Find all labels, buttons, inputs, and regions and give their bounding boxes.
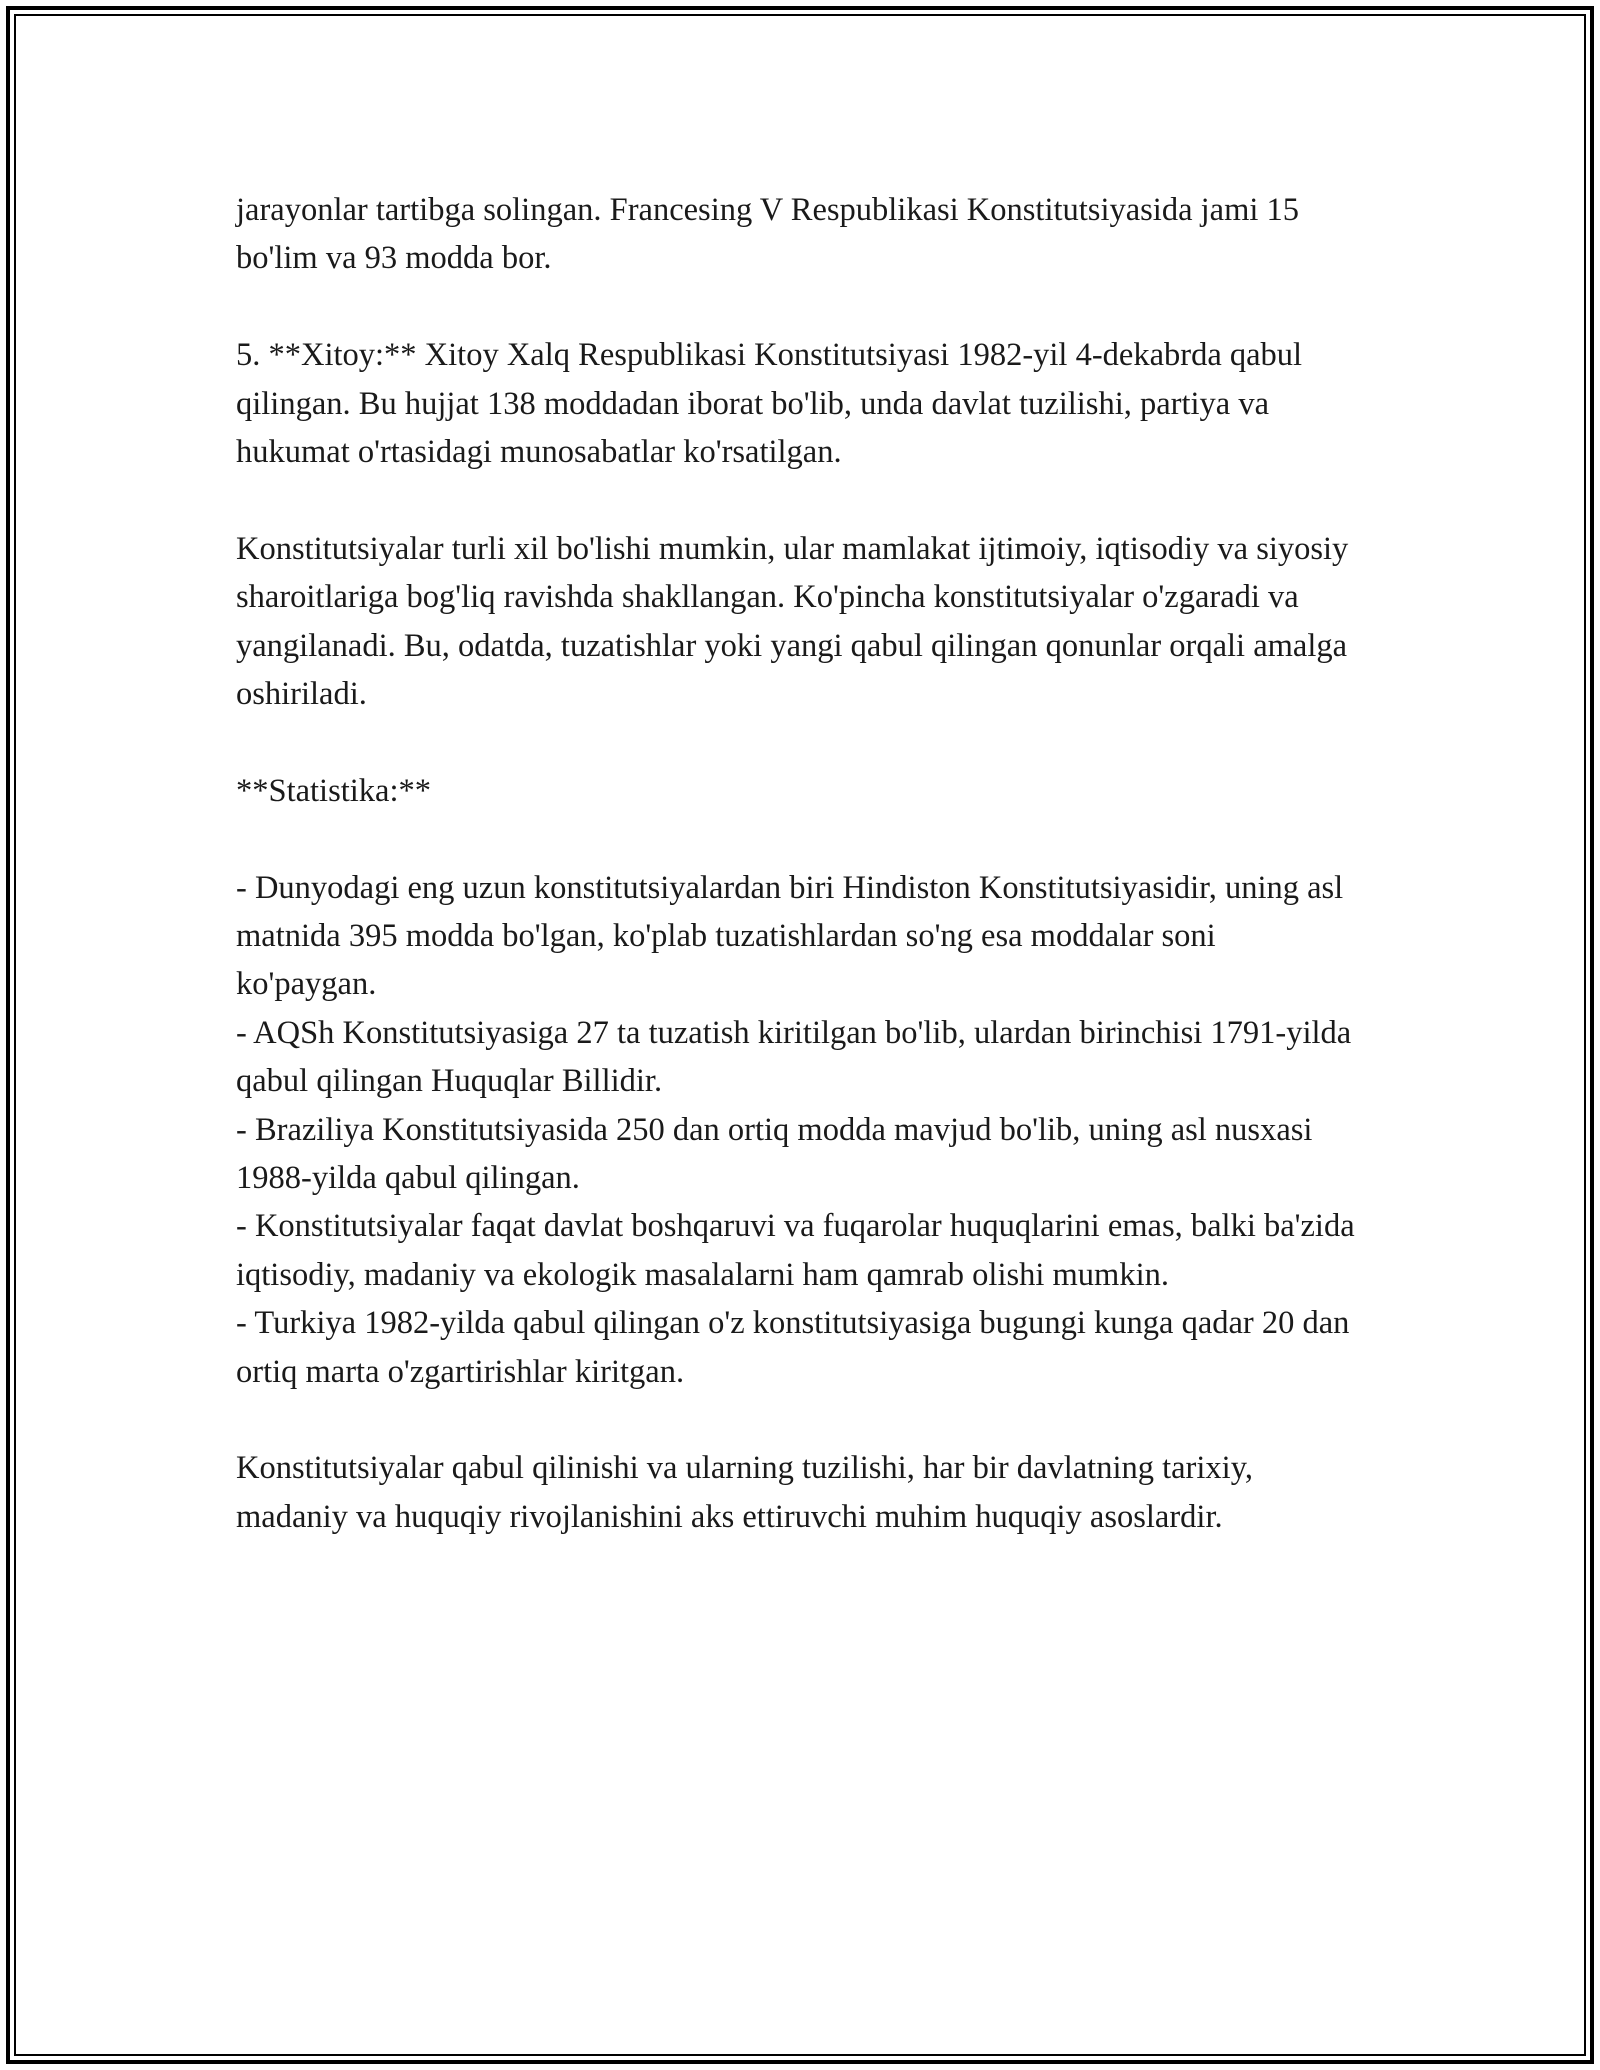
paragraph-closing: Konstitutsiyalar qabul qilinishi va ularning tuzilishi, har bir davlatning tarixiy, madaniy va huquqiy rivojlanishini aks ettiruvchi muhim huquqiy asoslardir. [236, 1450, 1253, 1535]
stat-item-usa: - AQSh Konstitutsiyasiga 27 ta tuzatish kiritilgan bo'lib, ulardan birinchisi 1791-yilda qabul qilingan Huquqlar Billidir. [236, 1014, 1352, 1100]
paragraph-france-continued: jarayonlar tartibga solingan. Francesing V Respublikasi Konstitutsiyasida jami 15 bo'lim va 93 modda bor. [236, 192, 1300, 277]
paragraph-constitutions-vary: Konstitutsiyalar turli xil bo'lishi mumkin, ular mamlakat ijtimoiy, iqtisodiy va siyosiy sharoitlariga bog'liq ravishda shakllangan. Ko'pincha konstitutsiyalar o'zgaradi va yangilanadi. Bu, odatda, tuzatishlar yoki yangi qabul qilingan qonunlar orqali amalga oshiriladi. [236, 530, 1349, 713]
paragraph-china: 5. **Xitoy:** Xitoy Xalq Respublikasi Konstitutsiyasi 1982-yil 4-dekabrda qabul qilingan. Bu hujjat 138 moddadan iborat bo'lib, unda davlat tuzilishi, partiya va hukumat o'rtasidagi munosabatlar ko'rsatilgan. [236, 337, 1303, 471]
stat-item-scope: - Konstitutsiyalar faqat davlat boshqaruvi va fuqarolar huquqlarini emas, balki ba'zida iqtisodiy, madaniy va ekologik masalalarni ham qamrab olishi mumkin. [236, 1208, 1355, 1293]
stat-item-brazil: - Braziliya Konstitutsiyasida 250 dan ortiq modda mavjud bo'lib, uning asl nusxasi 1988-yilda qabul qilingan. [236, 1111, 1313, 1197]
statistics-heading: **Statistika:** [236, 772, 431, 809]
stat-item-india: - Dunyodagi eng uzun konstitutsiyalardan biri Hindiston Konstitutsiyasidir, uning asl matnida 395 modda bo'lgan, ko'plab tuzatishlardan so'ng esa moddalar soni ko'paygan. [236, 869, 1344, 1003]
stat-item-turkey: - Turkiya 1982-yilda qabul qilingan o'z konstitutsiyasiga bugungi kunga qadar 20 dan ortiq marta o'zgartirishlar kiritgan. [236, 1305, 1350, 1390]
document-body [236, 186, 1364, 1590]
